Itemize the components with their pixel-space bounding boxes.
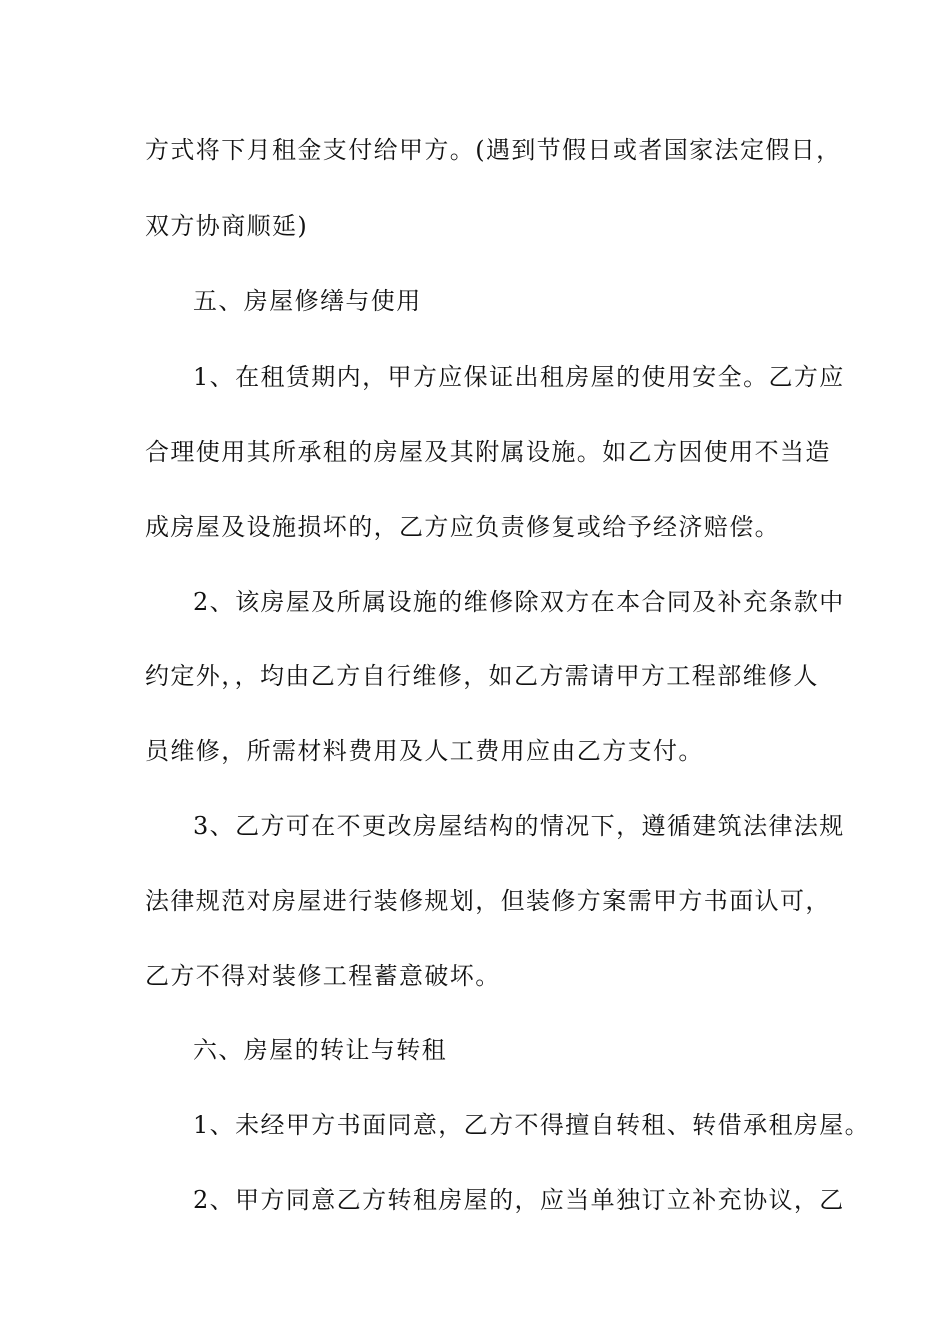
text-line: 方式将下月租金支付给甲方。(遇到节假日或者国家法定假日， xyxy=(145,136,842,164)
text-line: 合理使用其所承租的房屋及其附属设施。如乙方因使用不当造 xyxy=(145,438,831,466)
clause-5-3: 3、乙方可在不更改房屋结构的情况下，遵循建筑法律法规 xyxy=(193,812,845,840)
clause-5-2: 2、该房屋及所属设施的维修除双方在本合同及补充条款中 xyxy=(193,588,845,616)
text-line: 成房屋及设施损坏的，乙方应负责修复或给予经济赔偿。 xyxy=(145,513,780,541)
text-line: 员维修，所需材料费用及人工费用应由乙方支付。 xyxy=(145,737,704,765)
section-heading-6: 六、房屋的转让与转租 xyxy=(193,1036,447,1064)
text-line: 法律规范对房屋进行装修规划，但装修方案需甲方书面认可， xyxy=(145,887,831,915)
clause-5-1: 1、在租赁期内，甲方应保证出租房屋的使用安全。乙方应 xyxy=(193,363,845,391)
text-line: 乙方不得对装修工程蓄意破坏。 xyxy=(145,962,501,990)
clause-6-2: 2、甲方同意乙方转租房屋的，应当单独订立补充协议，乙 xyxy=(193,1186,845,1214)
section-heading-5: 五、房屋修缮与使用 xyxy=(193,287,422,315)
clause-6-1: 1、未经甲方书面同意，乙方不得擅自转租、转借承租房屋。 xyxy=(193,1111,871,1139)
text-line: 约定外，，均由乙方自行维修，如乙方需请甲方工程部维修人 xyxy=(145,662,819,690)
text-line: 双方协商顺延) xyxy=(145,212,309,240)
